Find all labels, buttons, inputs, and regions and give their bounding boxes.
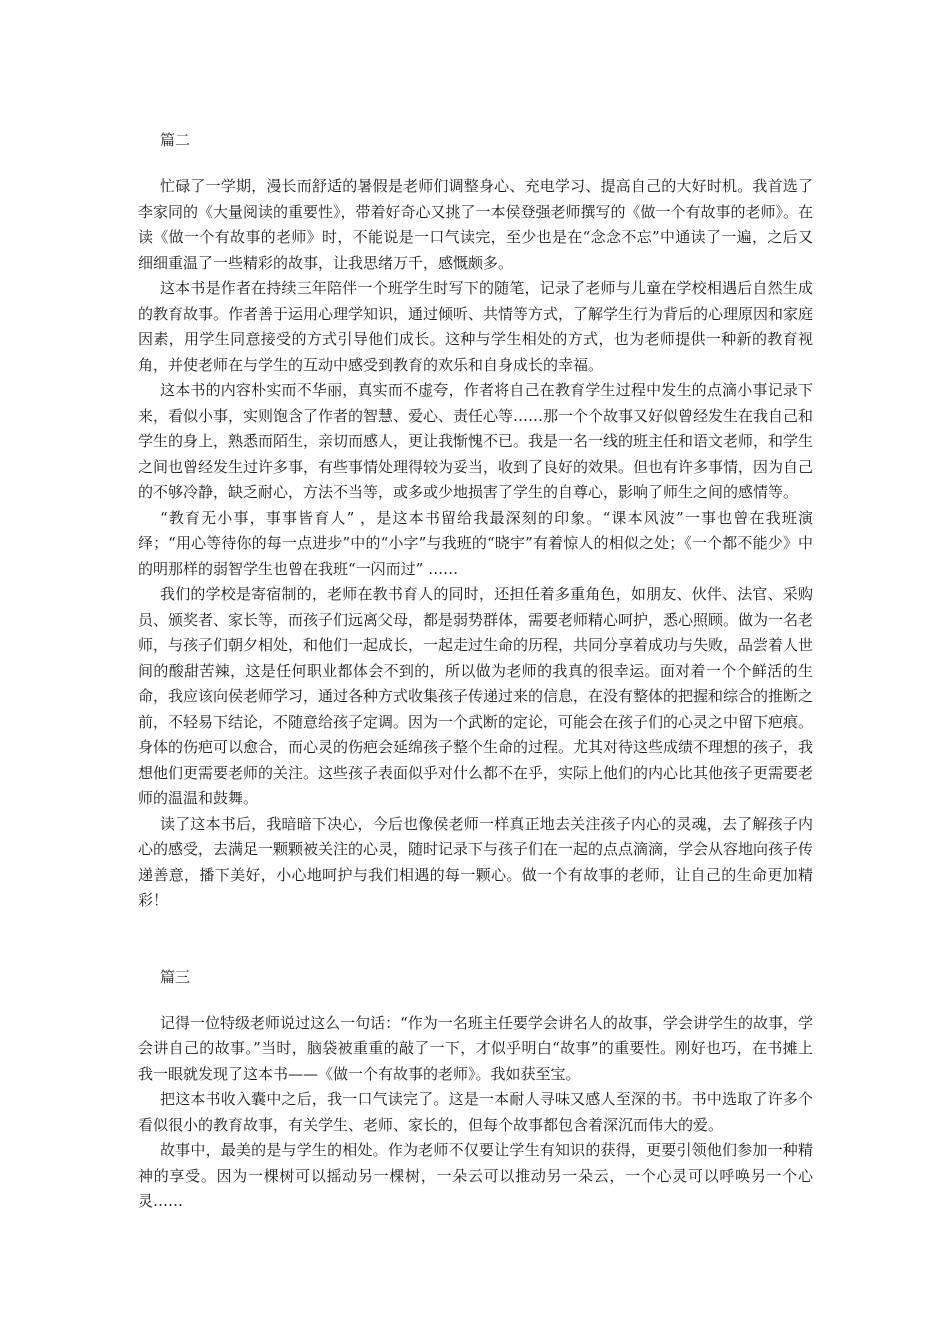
paragraph: “教育无小事，事事皆育人” ，是这本书留给我最深刻的印象。“课本风波”一事也曾在我班演绎；“用心等待你的每一点进步”中的“小字”与我班的“晓宇”有着惊人的相似之处；《一个都不能少》中的明那样的弱智学生也曾在我班“一闪而过” …… [138,508,813,578]
section-heading: 篇二 [160,131,191,149]
paragraph: 我们的学校是寄宿制的，老师在教书育人的同时，还担任着多重角色，如朋友、伙伴、法官、采购员、颁奖者、家长等，而孩子们远离父母，都是弱势群体，需要老师精心呵护，悉心照顾。做为一名老师，与孩子们朝夕相处，和他们一起成长，一起走过生命的历程，共同分享着成功与失败，品尝着人世间的酸甜苦辣，这是任何职业都体会不到的，所以做为老师的我真的很幸运。面对着一个个鲜活的生命，我应该向侯老师学习，通过各种方式收集孩子传递过来的信息，在没有整体的把握和综合的推断之前，不轻易下结论，不随意给孩子定调。因为一个武断的定论，可能会在孩子们的心灵之中留下疤痕。身体的伤疤可以愈合，而心灵的伤疤会延绵孩子整个生命的过程。尤其对待这些成绩不理想的孩子，我想他们更需要老师的关注。这些孩子表面似乎对什么都不在乎，实际上他们的内心比其他孩子更需要老师的温温和鼓舞。 [138,585,814,807]
paragraph: 这本书是作者在持续三年陪伴一个班学生时写下的随笔，记录了老师与儿童在学校相遇后自然生成的教育故事。作者善于运用心理学知识，通过倾听、共情等方式，了解学生行为背后的心理原因和家庭因素，用学生同意接受的方式引导他们成长。这种与学生相处的方式，也为老师提供一种新的教育视角，并使老师在与学生的互动中感受到教育的欢乐和自身成长的幸福。 [138,279,814,374]
paragraph: 把这本书收入囊中之后，我一口气读完了。这是一本耐人寻味又感人至深的书。书中选取了许多个看似很小的教育故事，有关学生、老师、家长的，但每个故事都包含着深沉而伟大的爱。 [138,1090,813,1134]
section-heading: 篇三 [160,967,191,986]
document-body [138,128,813,1215]
paragraph: 记得一位特级老师说过这么一句话：“作为一名班主任要学会讲名人的故事，学会讲学生的故事，学会讲自己的故事。”当时，脑袋被重重的敲了一下，才似乎明白“故事”的重要性。刚好也巧，在书摊上我一眼就发现了这本书——《做一个有故事的老师》。我如获至宝。 [138,1013,813,1083]
section-part-two [138,128,813,914]
paragraph: 这本书的内容朴实而不华丽，真实而不虚夸，作者将自己在教育学生过程中发生的点滴小事记录下来，看似小事，实则饱含了作者的智慧、爱心、责任心等……那一个个故事又好似曾经发生在我自己和学生的身上，熟悉而陌生，亲切而感人，更让我惭愧不已。我是一名一线的班主任和语文老师，和学生之间也曾经发生过许多事，有些事情处理得较为妥当，收到了良好的效果。但也有许多事情，因为自己的不够冷静，缺乏耐心，方法不当等，或多或少地损害了学生的自尊心，影响了师生之间的感情等。 [138,381,814,501]
paragraph: 读了这本书后，我暗暗下决心，今后也像侯老师一样真正地去关注孩子内心的灵魂，去了解孩子内心的感受，去满足一颗颗被关注的心灵，随时记录下与孩子们在一起的点点滴滴，学会从容地向孩子传递善意，播下美好，小心地呵护与我们相遇的每一颗心。做一个有故事的老师，让自己的生命更加精彩！ [138,814,814,909]
paragraph: 忙碌了一学期，漫长而舒适的暑假是老师们调整身心、充电学习、提高自己的大好时机。我首选了李家同的《大量阅读的重要性》，带着好奇心又挑了一本侯登强老师撰写的《做一个有故事的老师》。在读《做一个有故事的老师》时，不能说是一口气读完，至少也是在“念念不忘”中通读了一遍，之后又细细重温了一些精彩的故事，让我思绪万千，感慨颇多。 [138,177,814,272]
section-part-three [138,965,813,1215]
paragraph: 故事中，最美的是与学生的相处。作为老师不仅要让学生有知识的获得，更要引领他们参加一种精神的享受。因为一棵树可以摇动另一棵树，一朵云可以推动另一朵云，一个心灵可以呼唤另一个心灵…… [138,1141,813,1210]
